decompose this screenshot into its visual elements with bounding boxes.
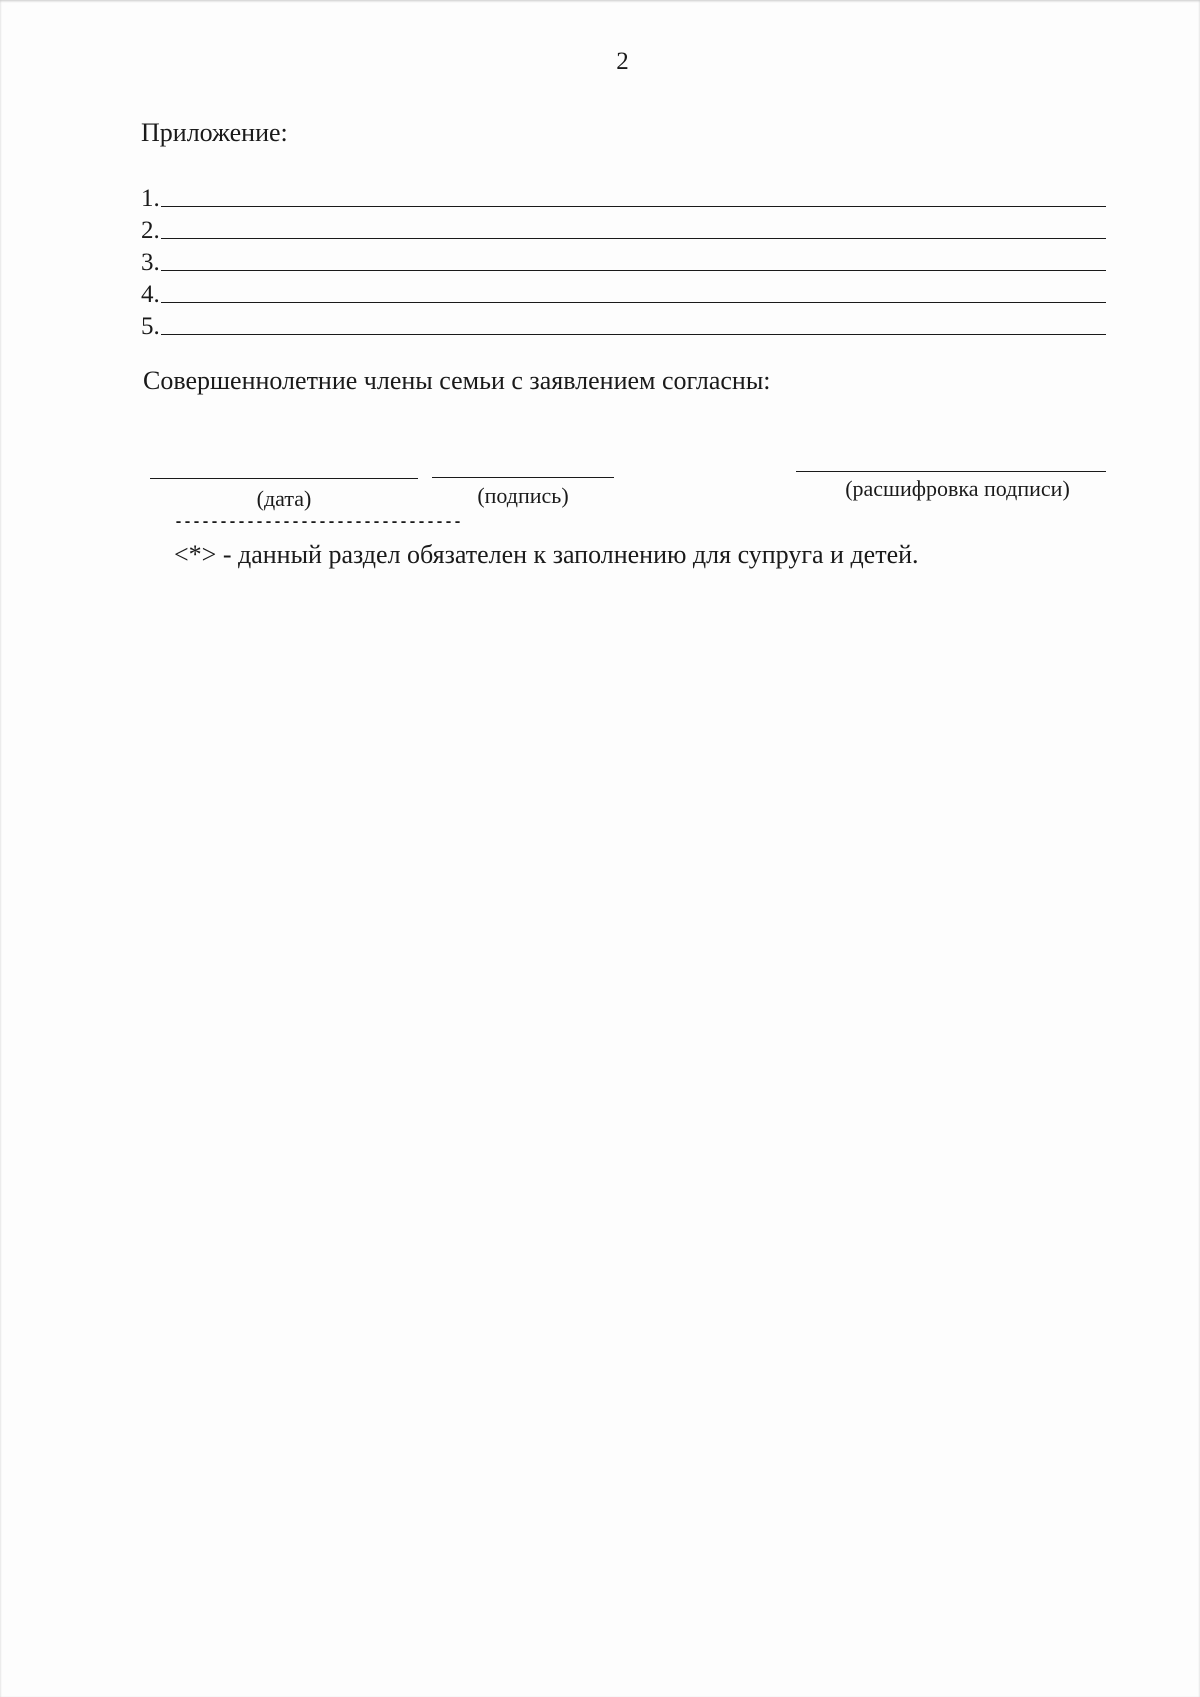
appendix-list	[141, 180, 1106, 340]
page-number: 2	[616, 48, 629, 75]
appendix-item-3	[141, 244, 1106, 276]
date-caption: (дата)	[256, 486, 312, 511]
appendix-item-4	[141, 276, 1106, 308]
decryption-signature-line	[796, 471, 1106, 472]
appendix-item-blank-line	[161, 238, 1106, 239]
appendix-item-number: 2.	[141, 217, 160, 244]
appendix-heading: Приложение:	[141, 118, 288, 147]
signature-caption: (подпись)	[477, 483, 569, 508]
appendix-item-blank-line	[161, 302, 1106, 303]
appendix-item-number: 4.	[141, 281, 160, 308]
appendix-item-5	[141, 308, 1106, 340]
appendix-item-number: 1.	[141, 185, 160, 212]
decryption-caption: (расшифровка подписи)	[845, 476, 1070, 501]
appendix-item-1	[141, 180, 1106, 212]
appendix-item-blank-line	[161, 334, 1106, 335]
signature-line	[432, 477, 614, 478]
consent-statement: Совершеннолетние члены семьи с заявлением согласны:	[143, 366, 771, 395]
footnote-text: <*> - данный раздел обязателен к заполнению для супруга и детей.	[174, 540, 919, 569]
date-signature-line	[150, 478, 418, 479]
appendix-item-2	[141, 212, 1106, 244]
appendix-item-blank-line	[161, 270, 1106, 271]
footnote-separator: --------------------------------	[174, 514, 463, 531]
appendix-item-number: 3.	[141, 249, 160, 276]
appendix-item-number: 5.	[141, 313, 160, 340]
appendix-item-blank-line	[161, 206, 1106, 207]
